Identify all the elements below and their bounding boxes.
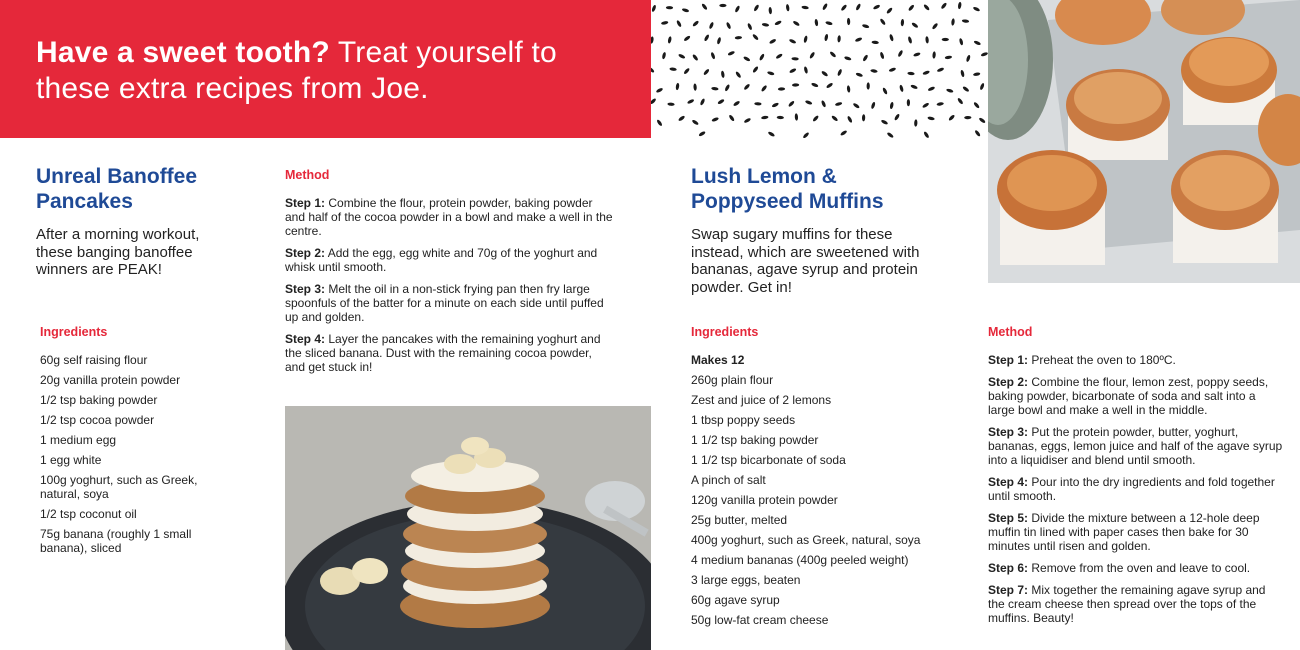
- method-step: [285, 282, 615, 324]
- ingredient-item: 1 medium egg: [40, 433, 117, 447]
- recipe2-ingredients-label: Ingredients: [691, 325, 759, 339]
- ingredient-item: 1/2 tsp cocoa powder: [40, 413, 155, 427]
- step-text: Pour into the dry ingredients and fold together until smooth.: [988, 475, 1275, 503]
- step-label: Step 2:: [988, 375, 1029, 389]
- ingredient-item: 75g banana (roughly 1 small banana), sliced: [40, 527, 192, 555]
- recipe2-intro: Swap sugary muffins for these instead, which are sweetened with bananas, agave syrup and protein powder. Get in!: [691, 226, 920, 296]
- method-step: [988, 475, 1283, 503]
- recipe2-title: Lush Lemon & Poppyseed Muffins: [691, 165, 884, 213]
- method-step: [285, 332, 615, 374]
- step-label: Step 6:: [988, 561, 1029, 575]
- step-label: Step 4:: [285, 332, 326, 346]
- banner-bold-text: Have a sweet tooth?: [36, 36, 330, 69]
- method-step: [988, 511, 1283, 553]
- step-label: Step 2:: [285, 246, 326, 260]
- pancakes-photo: [285, 406, 651, 650]
- ingredient-item: 50g low-fat cream cheese: [691, 613, 829, 627]
- ingredient-item: 120g vanilla protein powder: [691, 493, 838, 507]
- method-step: [988, 425, 1283, 467]
- ingredient-item: 400g yoghurt, such as Greek, natural, soya: [691, 533, 921, 547]
- method-step: [285, 196, 615, 238]
- ingredient-item: 25g butter, melted: [691, 513, 788, 527]
- ingredient-item: 1/2 tsp coconut oil: [40, 507, 137, 521]
- step-label: Step 1:: [285, 196, 326, 210]
- banner-headline: [36, 35, 636, 107]
- step-text: Preheat the oven to 180ºC.: [1028, 353, 1176, 367]
- step-text: Combine the flour, lemon zest, poppy seeds, baking powder, bicarbonate of soda and salt into a large bowl and make a well in the middle.: [988, 375, 1269, 417]
- ingredient-item: 60g agave syrup: [691, 593, 780, 607]
- ingredient-item: 260g plain flour: [691, 373, 774, 387]
- ingredient-item: 3 large eggs, beaten: [691, 573, 801, 587]
- step-label: Step 5:: [988, 511, 1029, 525]
- ingredient-item: 1 1/2 tsp bicarbonate of soda: [691, 453, 846, 467]
- ingredient-item: 1 egg white: [40, 453, 102, 467]
- ingredient-item: 100g yoghurt, such as Greek, natural, soya: [40, 473, 198, 501]
- method-step: [988, 561, 1283, 575]
- step-text: Combine the flour, protein powder, baking powder and half of the cocoa powder in a bowl and make a well in the centre.: [285, 196, 613, 238]
- method-step: [285, 246, 615, 274]
- recipe1-method-label: Method: [285, 168, 330, 182]
- ingredient-item: 60g self raising flour: [40, 353, 148, 367]
- recipe1-ingredients-list: [40, 353, 220, 561]
- decorative-dots-pattern: [651, 0, 988, 138]
- step-text: Melt the oil in a non-stick frying pan then fry large spoonfuls of the batter for a minute on each side until puffed up and golden.: [285, 282, 604, 324]
- step-label: Step 4:: [988, 475, 1029, 489]
- makes-count: Makes 12: [691, 353, 745, 367]
- ingredient-item: 1/2 tsp baking powder: [40, 393, 158, 407]
- step-label: Step 3:: [285, 282, 326, 296]
- recipe2-method-steps: [988, 353, 1283, 633]
- ingredient-item: 20g vanilla protein powder: [40, 373, 181, 387]
- muffins-illustration: [988, 0, 1300, 283]
- ingredient-item: 4 medium bananas (400g peeled weight): [691, 553, 909, 567]
- step-text: Mix together the remaining agave syrup and the cream cheese then spread over the tops of the muffins. Beauty!: [988, 583, 1266, 625]
- dots-svg: [651, 0, 988, 138]
- recipe1-title: Unreal Banoffee Pancakes: [36, 165, 198, 213]
- muffins-photo: [988, 0, 1300, 283]
- pancakes-illustration: [285, 406, 651, 650]
- ingredient-item: Zest and juice of 2 lemons: [691, 393, 832, 407]
- step-text: Remove from the oven and leave to cool.: [1028, 561, 1251, 575]
- step-label: Step 3:: [988, 425, 1029, 439]
- method-step: [988, 583, 1283, 625]
- method-step: [988, 353, 1283, 367]
- ingredient-item: 1 tbsp poppy seeds: [691, 413, 796, 427]
- recipe1-intro: After a morning workout, these banging banoffee winners are PEAK!: [36, 226, 200, 278]
- recipe2-ingredients-list: [691, 353, 951, 633]
- banner-rest-text: Treat yourself to these extra recipes from Joe.: [36, 36, 557, 105]
- header-banner: [0, 0, 651, 138]
- step-label: Step 7:: [988, 583, 1029, 597]
- recipe1-method-steps: [285, 196, 615, 382]
- step-text: Put the protein powder, butter, yoghurt, bananas, eggs, lemon juice and half of the agave syrup into a liquidiser and blend until smooth.: [988, 425, 1283, 467]
- recipe2-method-label: Method: [988, 325, 1033, 339]
- step-text: Add the egg, egg white and 70g of the yoghurt and whisk until smooth.: [285, 246, 598, 274]
- step-label: Step 1:: [988, 353, 1029, 367]
- step-text: Layer the pancakes with the remaining yoghurt and the sliced banana. Dust with the remaining cocoa powder, and get stuck in!: [285, 332, 601, 374]
- recipe1-ingredients-label: Ingredients: [40, 325, 108, 339]
- step-text: Divide the mixture between a 12-hole deep muffin tin lined with paper cases then bake for 30 minutes until risen and golden.: [988, 511, 1260, 553]
- ingredient-item: A pinch of salt: [691, 473, 766, 487]
- method-step: [988, 375, 1283, 417]
- ingredient-item: 1 1/2 tsp baking powder: [691, 433, 819, 447]
